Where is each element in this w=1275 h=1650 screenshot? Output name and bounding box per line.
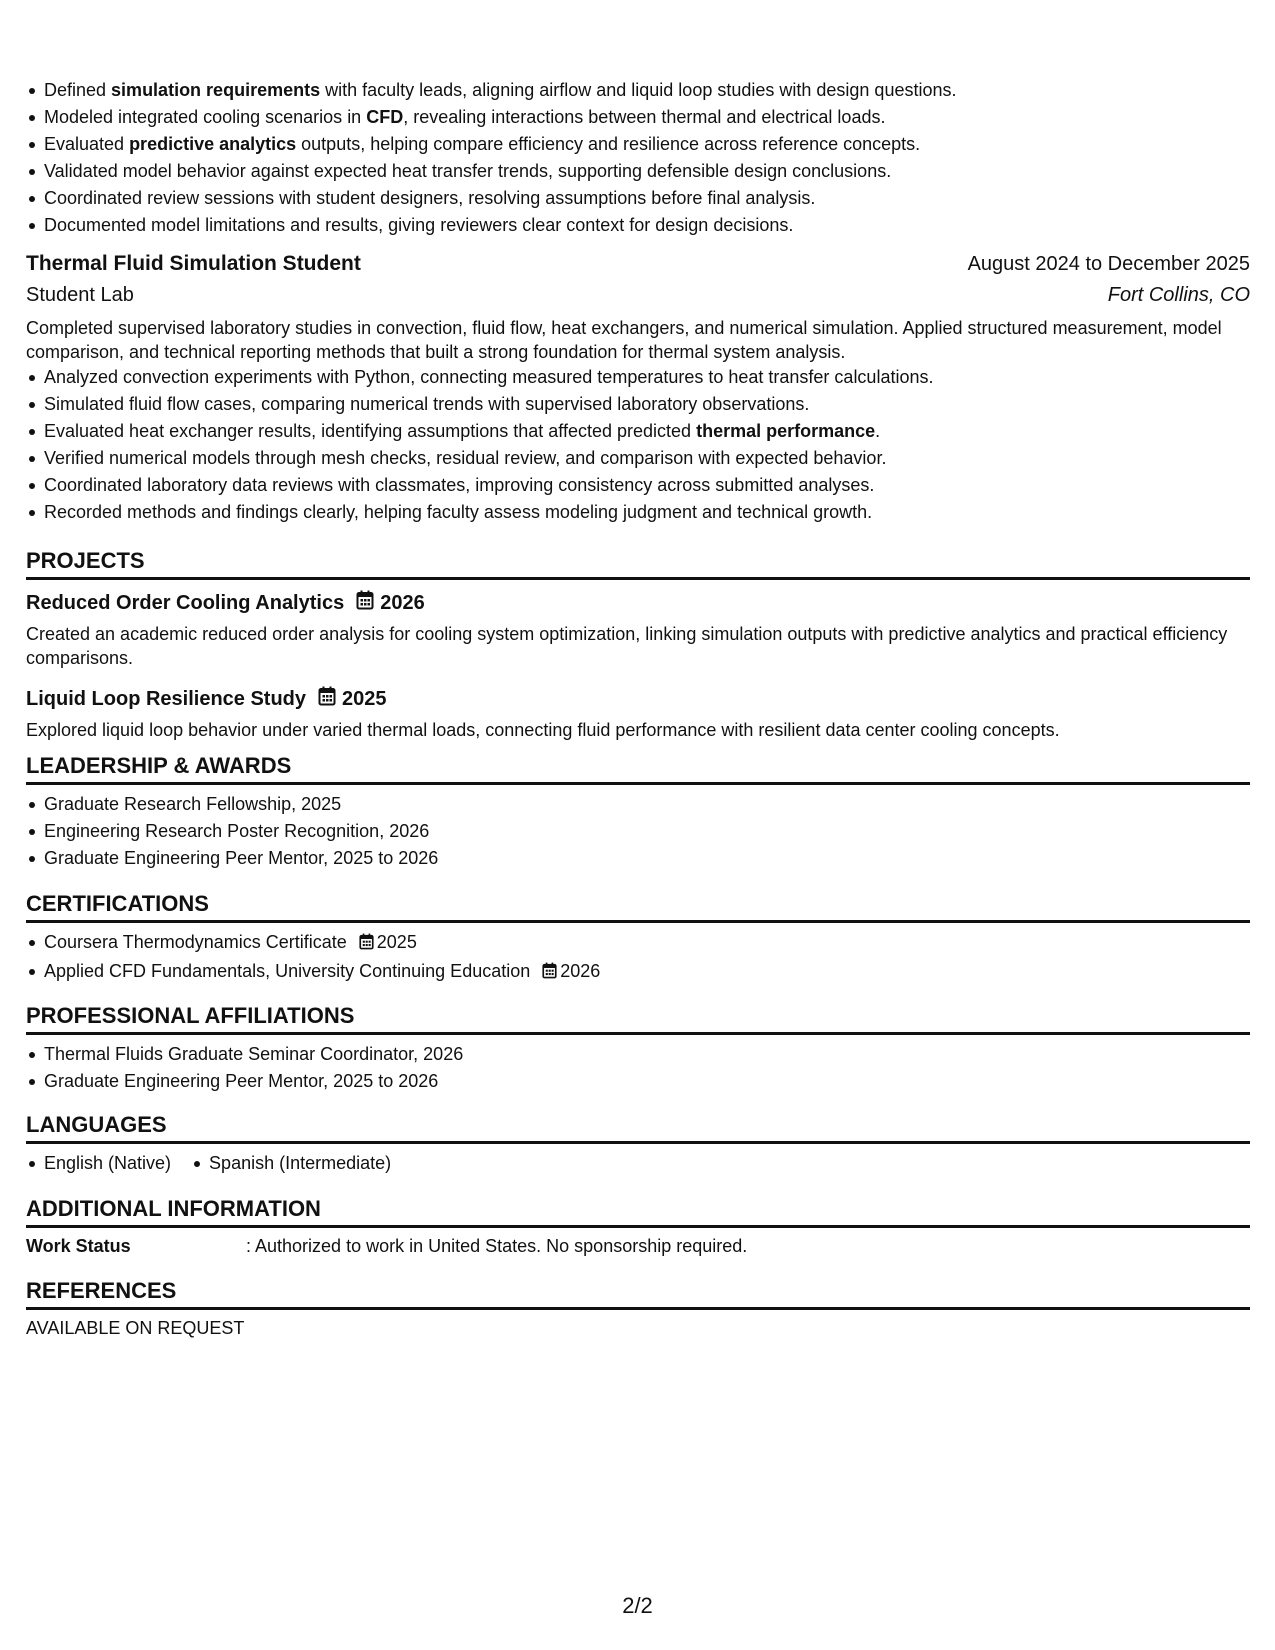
certifications-section xyxy=(26,891,1250,987)
leadership-list xyxy=(26,791,1250,872)
list-item: Engineering Research Poster Recognition, 2026 xyxy=(26,818,1250,845)
job-organization: Student Lab xyxy=(26,284,134,306)
certification-year: 2025 xyxy=(376,932,417,952)
list-item: Thermal Fluids Graduate Seminar Coordinator, 2026 xyxy=(26,1041,1250,1068)
work-status-value: : Authorized to work in United States. No sponsorship required. xyxy=(246,1236,748,1256)
project-year: 2026 xyxy=(380,591,425,614)
project-year: 2025 xyxy=(342,687,387,710)
page-number: 2/2 xyxy=(622,1593,653,1618)
work-status-label: Work Status xyxy=(26,1236,131,1256)
project-item xyxy=(26,686,1250,742)
list-item: Simulated fluid flow cases, comparing numerical trends with supervised laboratory observations. xyxy=(26,391,1250,418)
list-item: Defined simulation requirements with faculty leads, aligning airflow and liquid loop studies with design questions. xyxy=(26,77,956,104)
list-item xyxy=(26,958,1250,987)
calendar-icon xyxy=(318,686,336,712)
section-title-certifications: CERTIFICATIONS xyxy=(26,891,1250,923)
list-item: English (Native) xyxy=(26,1150,171,1177)
section-title-references: REFERENCES xyxy=(26,1278,1250,1310)
leadership-section xyxy=(26,753,1250,872)
section-title-additional: ADDITIONAL INFORMATION xyxy=(26,1196,1250,1228)
project-description: Created an academic reduced order analysis for cooling system optimization, linking simulation outputs with predictive analytics and practical efficiency comparisons. xyxy=(26,624,1228,668)
project-name: Reduced Order Cooling Analytics xyxy=(26,591,345,614)
list-item: Evaluated heat exchanger results, identifying assumptions that affected predicted thermal performance. xyxy=(26,418,1250,445)
certifications-list xyxy=(26,929,1250,987)
job-entry xyxy=(26,252,1250,526)
project-name: Liquid Loop Resilience Study xyxy=(26,687,307,710)
list-item: Coordinated laboratory data reviews with classmates, improving consistency across submitted analyses. xyxy=(26,472,1250,499)
calendar-icon xyxy=(359,931,374,958)
list-item: Evaluated predictive analytics outputs, helping compare efficiency and resilience across reference concepts. xyxy=(26,131,956,158)
list-item: Spanish (Intermediate) xyxy=(191,1150,391,1177)
additional-info-section xyxy=(26,1196,1250,1260)
calendar-icon xyxy=(356,590,374,616)
certification-year: 2026 xyxy=(560,961,601,981)
list-item: Validated model behavior against expected heat transfer trends, supporting defensible design conclusions. xyxy=(26,158,956,185)
list-item: Graduate Research Fellowship, 2025 xyxy=(26,791,1250,818)
certification-name: Coursera Thermodynamics Certificate xyxy=(44,932,347,952)
project-item xyxy=(26,590,1250,670)
job-bullets xyxy=(26,364,1250,526)
list-item: Documented model limitations and results, giving reviewers clear context for design decisions. xyxy=(26,212,956,239)
list-item: Graduate Engineering Peer Mentor, 2025 to 2026 xyxy=(26,845,1250,872)
affiliations-list xyxy=(26,1041,1250,1095)
references-section xyxy=(26,1278,1250,1339)
certification-name: Applied CFD Fundamentals, University Continuing Education xyxy=(44,961,531,981)
affiliations-section xyxy=(26,1003,1250,1095)
projects-section xyxy=(26,548,1250,742)
section-title-leadership: LEADERSHIP & AWARDS xyxy=(26,753,1250,785)
job-dates: August 2024 to December 2025 xyxy=(967,253,1250,275)
work-status-row xyxy=(26,1233,1250,1260)
calendar-icon xyxy=(542,960,557,987)
references-text: AVAILABLE ON REQUEST xyxy=(26,1318,245,1338)
previous-job-bullets xyxy=(26,77,956,239)
job-summary: Completed supervised laboratory studies in convection, fluid flow, heat exchangers, and numerical simulation. Applied structured measurement, model comparison, and technical reporting methods that built a strong foundation for thermal system analysis. xyxy=(26,318,1222,362)
languages-section xyxy=(26,1112,1250,1177)
job-location: Fort Collins, CO xyxy=(1107,284,1250,306)
section-title-languages: LANGUAGES xyxy=(26,1112,1250,1144)
list-item: Graduate Engineering Peer Mentor, 2025 to 2026 xyxy=(26,1068,1250,1095)
list-item xyxy=(26,929,1250,958)
list-item: Recorded methods and findings clearly, helping faculty assess modeling judgment and technical growth. xyxy=(26,499,1250,526)
section-title-projects: PROJECTS xyxy=(26,548,1250,580)
list-item: Verified numerical models through mesh checks, residual review, and comparison with expected behavior. xyxy=(26,445,1250,472)
languages-list xyxy=(26,1150,1250,1177)
list-item: Analyzed convection experiments with Python, connecting measured temperatures to heat transfer calculations. xyxy=(26,364,1250,391)
list-item: Modeled integrated cooling scenarios in CFD, revealing interactions between thermal and electrical loads. xyxy=(26,104,956,131)
job-title: Thermal Fluid Simulation Student xyxy=(26,252,361,275)
project-description: Explored liquid loop behavior under varied thermal loads, connecting fluid performance with resilient data center cooling concepts. xyxy=(26,720,1060,740)
list-item: Coordinated review sessions with student designers, resolving assumptions before final analysis. xyxy=(26,185,956,212)
section-title-affiliations: PROFESSIONAL AFFILIATIONS xyxy=(26,1003,1250,1035)
